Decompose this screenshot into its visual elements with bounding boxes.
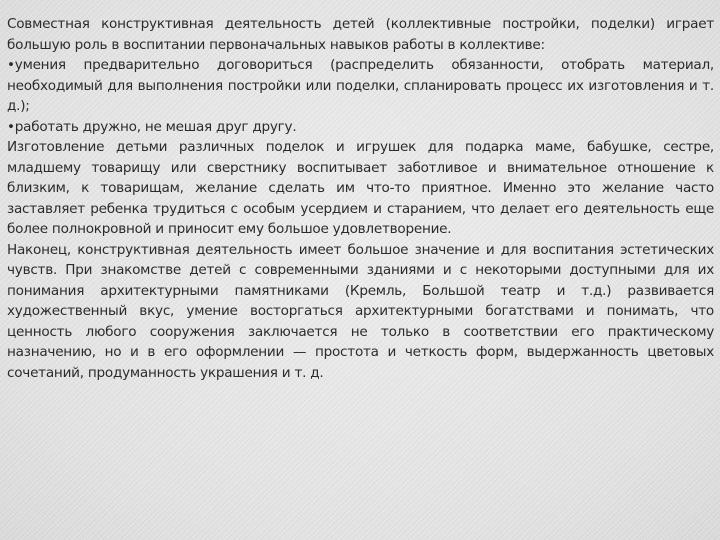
bullet-agree-in-advance: •умения предварительно договориться (распределить обязанности, отобрать материал, необходимый для выполнения постройки или поделки, спланировать процесс их изготовления и т. д.); bbox=[7, 57, 714, 114]
text-block bbox=[7, 14, 714, 383]
bullet-work-together: •работать дружно, не мешая друг другу. bbox=[7, 118, 297, 135]
paragraph-intro: Совместная конструктивная деятельность детей (коллективные постройки, поделки) играет большую роль в воспитании первоначальных навыков работы в коллективе: bbox=[7, 16, 714, 53]
paragraph-aesthetics: Наконец, конструктивная деятельность имеет большое значение и для воспитания эстетических чувств. При знакомстве детей с современными зданиями и с некоторыми доступными для их понимания архитектурными памятниками (Кремль, Большой театр и т.д.) развивается художественный вкус, умение восторгаться архитектурными богатствами и понимать, что ценность любого сооружения заключается не только в соответствии его практическому назначению, но и в его оформлении — простота и четкость форм, выдержанность цветовых сочетаний, продуманность украшения и т. д. bbox=[7, 241, 714, 381]
paragraph-gifts: Изготовление детьми различных поделок и игрушек для подарка маме, бабушке, сестре, младшему товарищу или сверстнику воспитывает заботливое и внимательное отношение к близким, к товарищам, желание сделать им что-то приятное. Именно это желание часто заставляет ребенка трудиться с особым усердием и старанием, что делает его деятельность еще более полнокровной и приносит ему большое удовлетворение. bbox=[7, 139, 714, 237]
